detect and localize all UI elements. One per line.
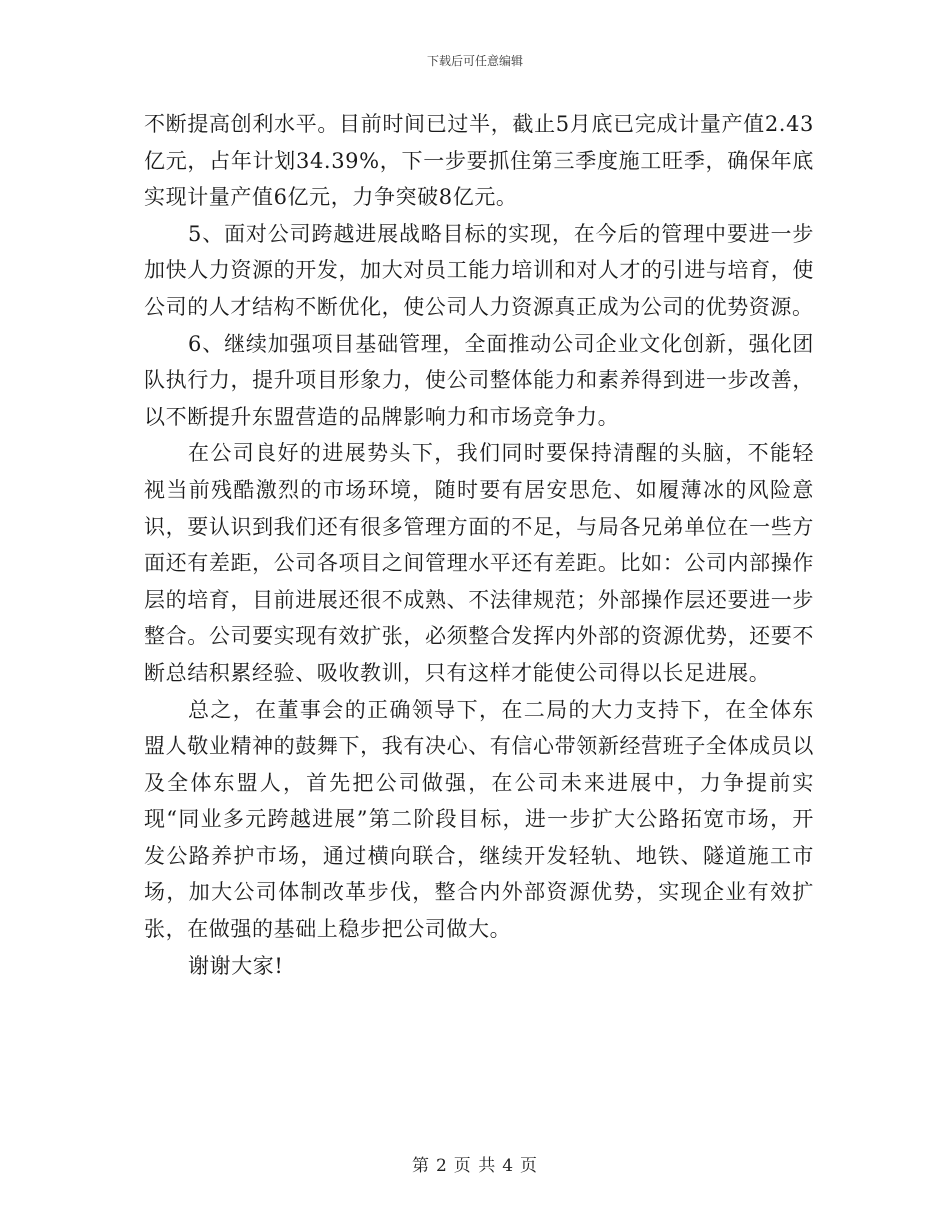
paragraph-outlook: 在公司良好的进展势头下，我们同时要保持清醒的头脑，不能轻视当前残酷激烈的市场环境，随时要有居安思危、如履薄冰的风险意识，要认识到我们还有很多管理方面的不足，与局各兄弟单位在一些方面还有差距，公司各项目之间管理水平还有差距。比如：公司内部操作层的培育，目前进展还很不成熟、不法律规范；外部操作层还要进一步整合。公司要实现有效扩张，必须整合发挥内外部的资源优势，还要不断总结积累经验、吸收教训，只有这样才能使公司得以长足进展。 [144,441,814,685]
footer-suffix: 页 [520,1156,539,1176]
footer-current-page: 2 [435,1156,448,1176]
document-body [144,106,814,984]
paragraph-thanks: 谢谢大家! [188,953,284,978]
page-header-note: 下载后可任意编辑 [426,54,523,68]
paragraph-continuation: 不断提高创利水平。目前时间已过半，截止5月底已完成计量产值2.43亿元，占年计划34.39%，下一步要抓住第三季度施工旺季，确保年底实现计量产值6亿元，力争突破8亿元。 [144,112,814,210]
paragraph-item-5: 5、面对公司跨越进展战略目标的实现，在今后的管理中要进一步加快人力资源的开发，加大对员工能力培训和对人才的引进与培育，使公司的人才结构不断优化，使公司人力资源真正成为公司的优势资源。 [144,221,814,319]
footer-total-pages: 4 [502,1156,515,1176]
paragraph-item-6: 6、继续加强项目基础管理，全面推动公司企业文化创新，强化团队执行力，提升项目形象力，使公司整体能力和素养得到进一步改善，以不断提升东盟营造的品牌影响力和市场竞争力。 [144,331,814,429]
footer-middle: 页 共 [453,1156,497,1176]
footer-prefix: 第 [411,1156,430,1176]
paragraph-conclusion: 总之，在董事会的正确领导下，在二局的大力支持下，在全体东盟人敬业精神的鼓舞下，我有决心、有信心带领新经营班子全体成员以及全体东盟人，首先把公司做强，在公司未来进展中，力争提前实现“同业多元跨越进展”第二阶段目标，进一步扩大公路拓宽市场，开发公路养护市场，通过横向联合，继续开发轻轨、地铁、隧道施工市场，加大公司体制改革步伐，整合内外部资源优势，实现企业有效扩张，在做强的基础上稳步把公司做大。 [144,697,814,942]
page-footer [0,1155,950,1177]
